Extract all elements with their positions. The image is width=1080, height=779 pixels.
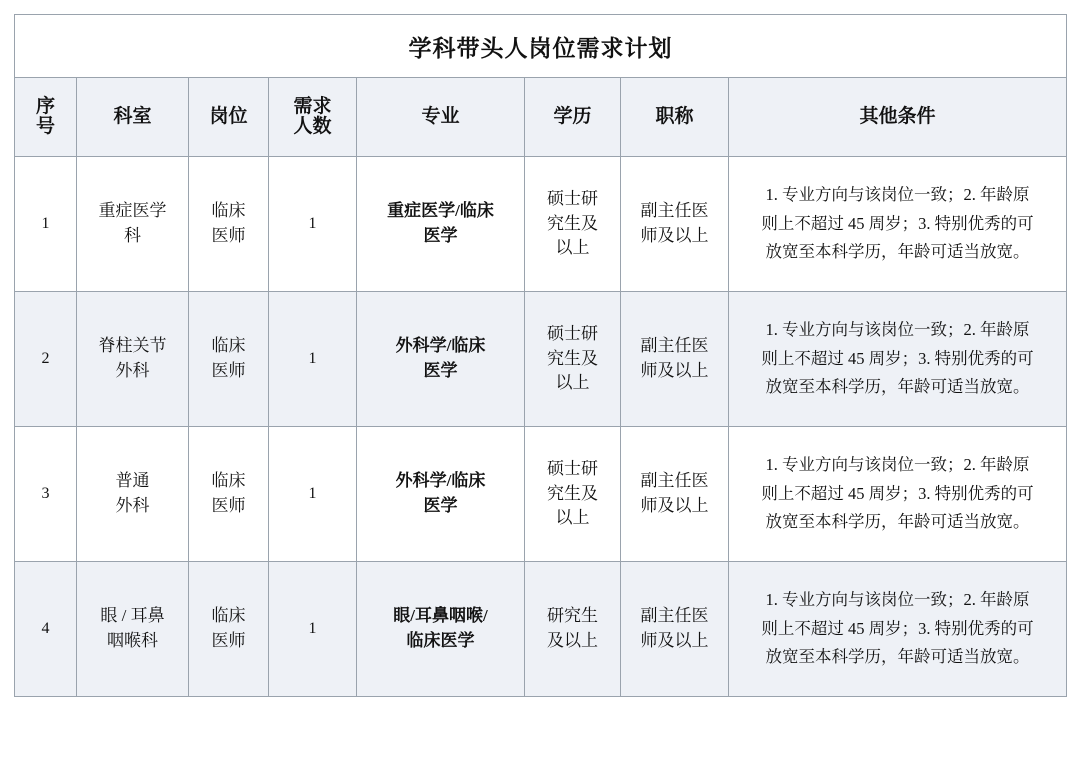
cell-dept <box>77 292 189 427</box>
cell-other-line-1: 1. 专业方向与该岗位一致；2. 年龄原 <box>765 319 1030 339</box>
column-header-edu: 学历 <box>525 78 621 157</box>
cell-major-line-2: 医学 <box>423 361 458 380</box>
cell-edu <box>525 427 621 562</box>
cell-post-line-1: 临床 <box>211 471 246 491</box>
cell-dept-line-1: 脊柱关节 <box>98 336 167 356</box>
cell-count: 1 <box>269 562 357 697</box>
column-header-no-line-1: 序 <box>35 96 55 118</box>
cell-major <box>357 562 525 697</box>
cell-edu <box>525 292 621 427</box>
cell-edu-line-1: 研究生 <box>547 606 598 626</box>
cell-title-line-2: 师及以上 <box>640 361 709 380</box>
cell-no: 1 <box>15 157 77 292</box>
cell-other-line-3: 放宽至本科学历，年龄可适当放宽。 <box>765 242 1030 262</box>
cell-edu-line-2: 究生及 <box>547 483 598 503</box>
cell-edu-line-2: 究生及 <box>547 348 598 368</box>
cell-other <box>729 427 1067 562</box>
cell-other-line-3: 放宽至本科学历，年龄可适当放宽。 <box>765 377 1030 397</box>
cell-dept-line-2: 咽喉科 <box>107 631 158 650</box>
cell-edu <box>525 157 621 292</box>
cell-post-line-2: 医师 <box>211 496 246 515</box>
table-row <box>15 292 1067 427</box>
requirement-table <box>14 14 1067 697</box>
cell-dept <box>77 157 189 292</box>
cell-post <box>189 562 269 697</box>
cell-dept-line-1: 普通 <box>115 471 150 491</box>
column-header-post: 岗位 <box>189 78 269 157</box>
cell-major-line-1: 外科学/临床 <box>395 336 486 356</box>
cell-no: 2 <box>15 292 77 427</box>
column-header-dept: 科室 <box>77 78 189 157</box>
cell-other-line-2: 则上不超过 45 周岁；3. 特别优秀的可 <box>761 618 1034 638</box>
cell-no: 4 <box>15 562 77 697</box>
cell-other-line-1: 1. 专业方向与该岗位一致；2. 年龄原 <box>765 589 1030 609</box>
cell-dept-line-1: 重症医学 <box>98 201 167 221</box>
cell-other-line-2: 则上不超过 45 周岁；3. 特别优秀的可 <box>761 213 1034 233</box>
column-header-count-line-2: 人数 <box>293 116 332 137</box>
cell-other-line-1: 1. 专业方向与该岗位一致；2. 年龄原 <box>765 184 1030 204</box>
table-row <box>15 157 1067 292</box>
cell-edu-line-1: 硕士研 <box>547 189 598 209</box>
cell-other-line-3: 放宽至本科学历，年龄可适当放宽。 <box>765 647 1030 667</box>
cell-title <box>621 292 729 427</box>
cell-post-line-1: 临床 <box>211 201 246 221</box>
cell-title-line-1: 副主任医 <box>640 606 709 626</box>
cell-dept-line-2: 外科 <box>115 496 150 515</box>
cell-title-line-2: 师及以上 <box>640 631 709 650</box>
cell-other-line-2: 则上不超过 45 周岁；3. 特别优秀的可 <box>761 348 1034 368</box>
cell-edu-line-3: 以上 <box>555 373 590 393</box>
column-header-major: 专业 <box>357 78 525 157</box>
table-header-row <box>15 78 1067 157</box>
cell-edu-line-1: 硕士研 <box>547 459 598 479</box>
cell-dept-line-2: 外科 <box>115 361 150 380</box>
cell-post-line-2: 医师 <box>211 631 246 650</box>
cell-other-line-1: 1. 专业方向与该岗位一致；2. 年龄原 <box>765 454 1030 474</box>
cell-other <box>729 157 1067 292</box>
cell-no: 3 <box>15 427 77 562</box>
cell-post <box>189 427 269 562</box>
cell-other-line-2: 则上不超过 45 周岁；3. 特别优秀的可 <box>761 483 1034 503</box>
cell-major <box>357 292 525 427</box>
column-header-title: 职称 <box>621 78 729 157</box>
cell-other <box>729 562 1067 697</box>
column-header-count-line-1: 需求 <box>293 96 332 118</box>
cell-count: 1 <box>269 292 357 427</box>
cell-dept <box>77 427 189 562</box>
cell-major <box>357 157 525 292</box>
cell-major-line-2: 临床医学 <box>406 631 475 650</box>
column-header-no <box>15 78 77 157</box>
column-header-count <box>269 78 357 157</box>
cell-post-line-2: 医师 <box>211 226 246 245</box>
cell-other <box>729 292 1067 427</box>
cell-major-line-1: 眼/耳鼻咽喉/ <box>393 606 488 626</box>
table-row <box>15 427 1067 562</box>
cell-count: 1 <box>269 157 357 292</box>
cell-title-line-2: 师及以上 <box>640 226 709 245</box>
cell-title-line-1: 副主任医 <box>640 201 709 221</box>
table-row <box>15 562 1067 697</box>
cell-title-line-1: 副主任医 <box>640 336 709 356</box>
cell-major-line-2: 医学 <box>423 496 458 515</box>
cell-major-line-1: 重症医学/临床 <box>387 201 494 221</box>
cell-title <box>621 157 729 292</box>
cell-dept-line-1: 眼 / 耳鼻 <box>100 606 165 626</box>
cell-other-line-3: 放宽至本科学历，年龄可适当放宽。 <box>765 512 1030 532</box>
cell-edu-line-3: 以上 <box>555 508 590 528</box>
cell-post-line-1: 临床 <box>211 606 246 626</box>
cell-edu-line-1: 硕士研 <box>547 324 598 344</box>
cell-edu-line-2: 及以上 <box>547 631 598 650</box>
cell-dept-line-2: 科 <box>124 226 141 245</box>
column-header-other: 其他条件 <box>729 78 1067 157</box>
cell-edu-line-2: 究生及 <box>547 213 598 233</box>
cell-major <box>357 427 525 562</box>
cell-edu <box>525 562 621 697</box>
cell-title <box>621 562 729 697</box>
cell-post <box>189 292 269 427</box>
cell-title <box>621 427 729 562</box>
page-title: 学科带头人岗位需求计划 <box>15 15 1067 78</box>
cell-edu-line-3: 以上 <box>555 238 590 258</box>
column-header-no-line-2: 号 <box>35 116 55 137</box>
cell-count: 1 <box>269 427 357 562</box>
cell-dept <box>77 562 189 697</box>
cell-major-line-2: 医学 <box>423 226 458 245</box>
cell-post-line-2: 医师 <box>211 361 246 380</box>
cell-post <box>189 157 269 292</box>
cell-title-line-1: 副主任医 <box>640 471 709 491</box>
cell-major-line-1: 外科学/临床 <box>395 471 486 491</box>
cell-title-line-2: 师及以上 <box>640 496 709 515</box>
table-title-row <box>15 15 1067 78</box>
cell-post-line-1: 临床 <box>211 336 246 356</box>
